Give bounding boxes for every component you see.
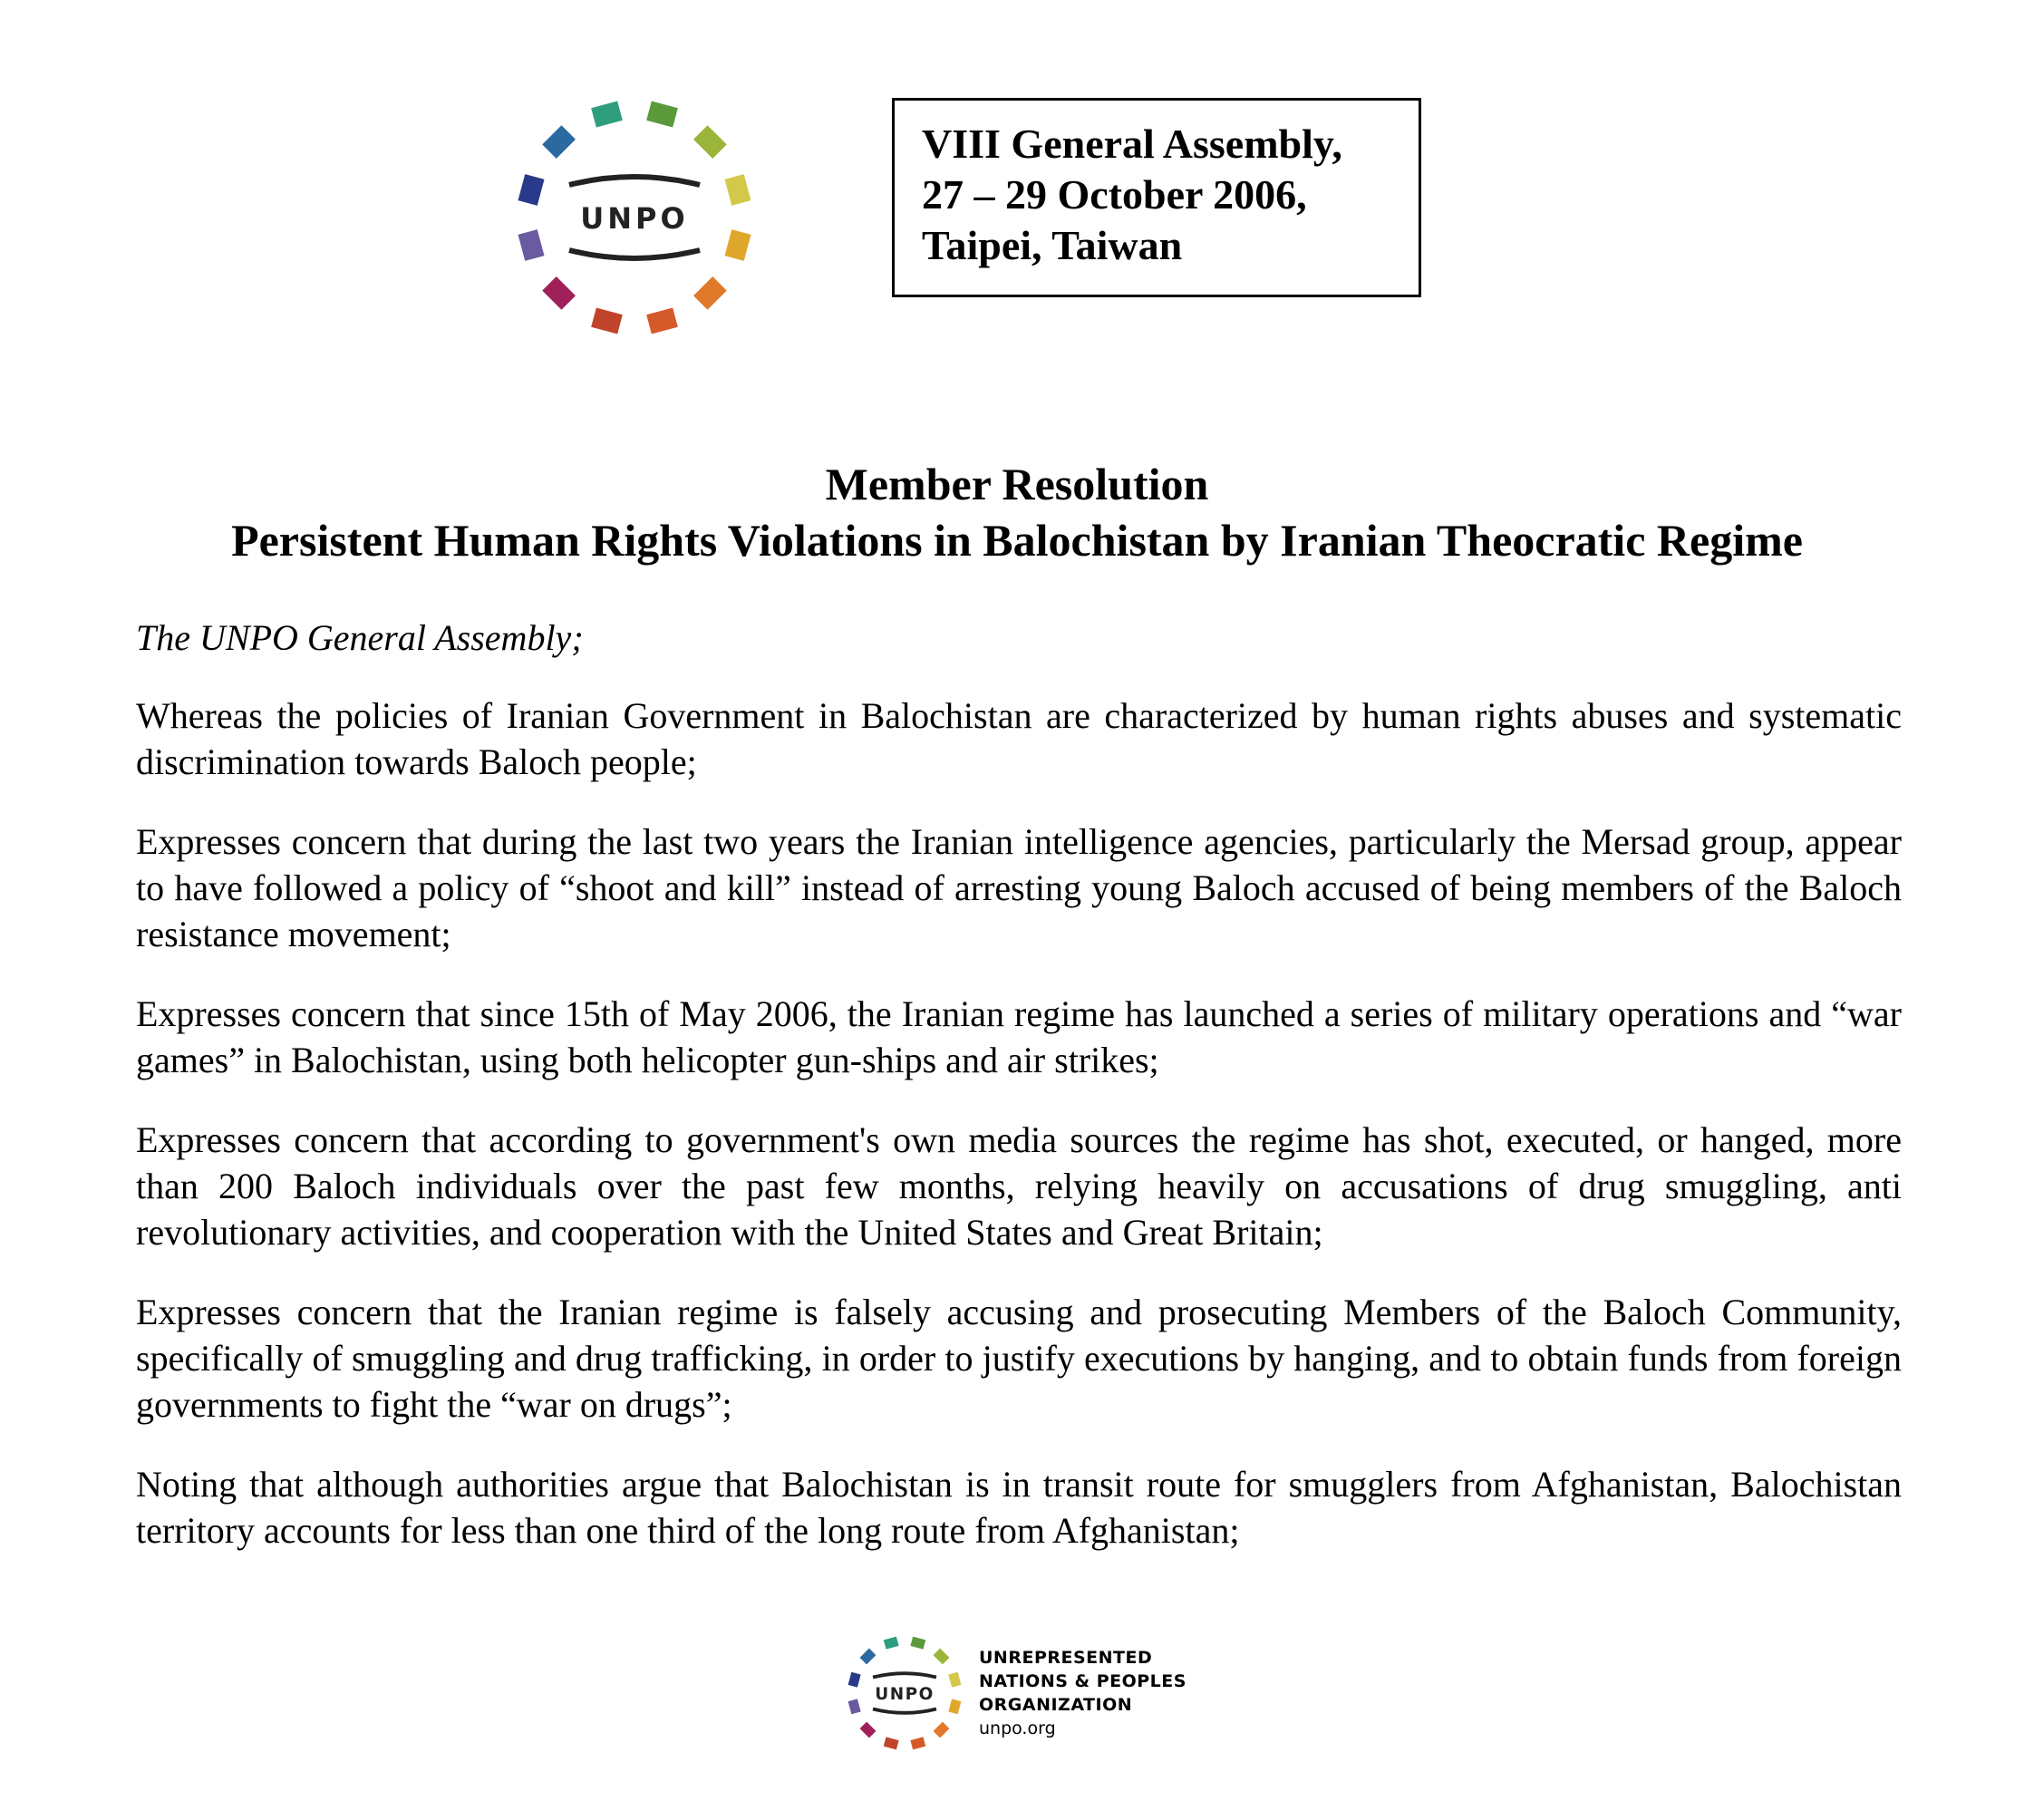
logo-ring-segment [724, 174, 751, 206]
footer-website: unpo.org [979, 1718, 1056, 1738]
event-info-box [892, 98, 1421, 297]
logo-ring-segment [693, 276, 727, 310]
footer-org-line-2: NATIONS & PEOPLES [979, 1671, 1186, 1691]
preamble: The UNPO General Assembly; [136, 617, 584, 658]
footer-logo-ring-segment [860, 1649, 877, 1665]
paragraph-noting-transit-route: Noting that although authorities argue that Balochistan is in transit route for smugglers from Afghanistan, Balochistan territory accounts for less than one third of the long route from Afghanistan; [136, 1464, 1902, 1551]
event-line-dates: 27 – 29 October 2006, [922, 171, 1307, 218]
footer-logo-ring-segment [848, 1672, 861, 1688]
footer-logo-ring-segment [910, 1637, 925, 1650]
unpo-logo-graphic [508, 91, 761, 344]
footer-logo-ring-segment [934, 1649, 950, 1665]
footer-logo-ring-segment [848, 1699, 861, 1714]
paragraph-concern-executions: Expresses concern that according to government's own media sources the regime has shot, executed, or hanged, more than 200 Baloch individuals over the past few months, relying heavily on accusations of drug smuggling, anti revolutionary activities, and cooperation with the United States and Great Britain; [136, 1119, 1902, 1253]
footer-logo-graphic [843, 1631, 966, 1755]
logo-ring-segment [518, 229, 544, 261]
event-line-assembly: VIII General Assembly, [922, 121, 1342, 167]
title-line-2: Persistent Human Rights Violations in Balochistan by Iranian Theocratic Regime [231, 515, 1803, 566]
footer-logo-ring-segment [934, 1722, 950, 1738]
footer-logo-ring-segment [910, 1737, 925, 1749]
footer-logo-top-arc [873, 1673, 936, 1677]
logo-top-arc [569, 177, 700, 185]
logo-ring-segment [646, 307, 678, 334]
paragraph-concern-false-accusations: Expresses concern that the Iranian regime is falsely accusing and prosecuting Members of the Baloch Community, specifically of smuggling and drug trafficking, in order to justify executions by hanging, and to obtain funds from foreign governments to fight the “war on drugs”; [136, 1292, 1902, 1425]
footer-logo-ring-segment [860, 1722, 877, 1738]
footer-logo-bottom-arc [873, 1709, 936, 1712]
resolution-body [136, 615, 1902, 1587]
logo-ring-segment [542, 276, 576, 310]
logo-ring-segment [724, 229, 751, 261]
footer [843, 1631, 1296, 1758]
paragraph-whereas: Whereas the policies of Iranian Government in Balochistan are characterized by human rights abuses and systematic discrimination towards Baloch people; [136, 695, 1902, 782]
paragraph-concern-shoot-and-kill: Expresses concern that during the last two years the Iranian intelligence agencies, particularly the Mersad group, appear to have followed a policy of “shoot and kill” instead of arresting young Baloch accused of being members of the Baloch resistance movement; [136, 821, 1902, 954]
footer-logo-text: UNPO [875, 1684, 935, 1704]
logo-ring-segment [591, 307, 623, 334]
event-line-location: Taipei, Taiwan [922, 222, 1183, 268]
footer-org-line-1: UNREPRESENTED [979, 1648, 1153, 1668]
logo-ring-segment [646, 101, 678, 127]
paragraph-concern-military-operations: Expresses concern that since 15th of May 2006, the Iranian regime has launched a series of military operations and “war games” in Balochistan, using both helicopter gun-ships and air strikes; [136, 993, 1902, 1080]
footer-org-line-3: ORGANIZATION [979, 1695, 1133, 1715]
footer-org-name [979, 1646, 1186, 1740]
logo-ring-segment [518, 174, 544, 206]
logo-ring-segment [693, 125, 727, 159]
resolution-title [0, 456, 2034, 568]
footer-logo-ring-segment [884, 1637, 899, 1650]
logo-ring-segment [591, 101, 623, 127]
title-line-1: Member Resolution [825, 459, 1209, 509]
footer-logo-ring-segment [948, 1672, 961, 1688]
footer-unpo-logo [843, 1631, 966, 1755]
logo-text: UNPO [580, 201, 689, 236]
footer-logo-ring-segment [948, 1699, 961, 1714]
logo-bottom-arc [569, 250, 700, 258]
footer-logo-ring-segment [884, 1737, 899, 1749]
unpo-logo [508, 91, 761, 344]
logo-ring-segment [542, 125, 576, 159]
